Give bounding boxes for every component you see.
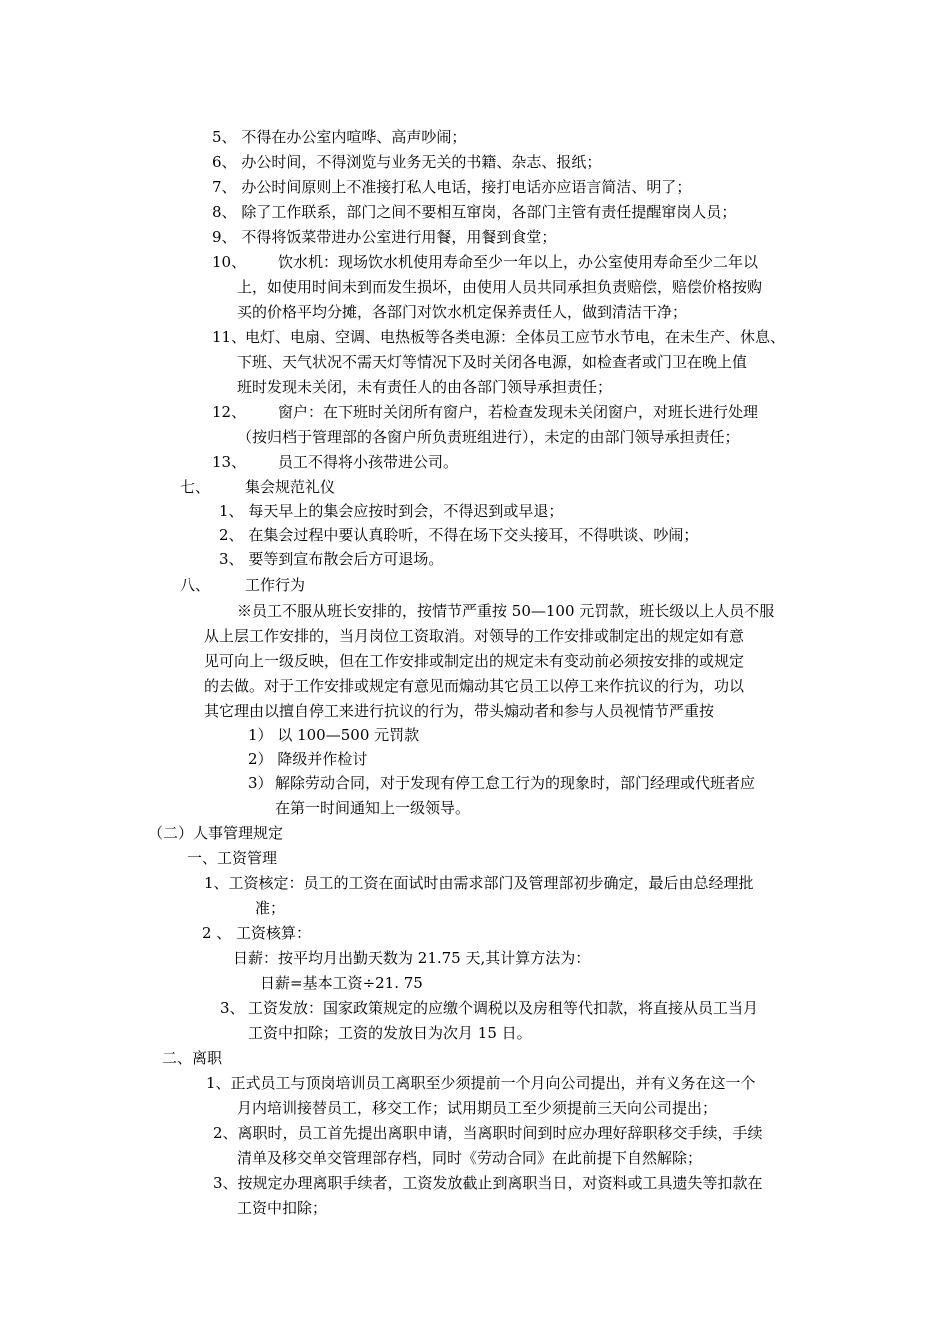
item-text: 不得在办公室内喧哗、高声吵闹； [241, 128, 467, 146]
item-number: 2 、 [202, 924, 232, 942]
item-number: 10、 [212, 253, 247, 271]
item-text: 工资核算： [236, 924, 312, 942]
item-text: 员工不得将小孩带进公司。 [278, 453, 459, 471]
list-item [212, 151, 601, 173]
item-text: 电灯、电扇、空调、电热板等各类电源：全体员工应节水节电，在未生产、休息、 [245, 328, 786, 346]
item-number: 5、 [212, 128, 237, 146]
item-number: 7、 [212, 178, 237, 196]
item-number: 11、 [212, 328, 247, 346]
section-heading: 集会规范礼仪 [245, 478, 336, 496]
paragraph-line: 的去做。对于工作安排或规定有意见而煽动其它员工以停工来作抗议的行为，功以 [204, 677, 745, 695]
list-item [212, 201, 736, 223]
item-number: 2） [248, 750, 273, 768]
item-text: 在第一时间通知上一级领导。 [275, 799, 471, 817]
paragraph-line: 见可向上一级反映，但在工作安排或制定出的规定未有变动前必须按安排的或规定 [204, 652, 745, 670]
list-item-text: 3、按规定办理离职手续者，工资发放截止到离职当日，对资料或工具遗失等扣款在 [213, 1174, 763, 1192]
formula: 日薪=基本工资÷21. 75 [260, 974, 423, 992]
list-item [219, 524, 698, 546]
paragraph-line: 日薪：按平均月出勤天数为 21.75 天,其计算方法为： [233, 949, 591, 967]
list-item [212, 226, 556, 248]
list-item [212, 126, 466, 148]
item-text: （按归档于管理部的各窗户所负责班组进行），未定的由部门领导承担责任； [237, 428, 740, 446]
list-item-text: 工资中扣除； [237, 1199, 328, 1217]
item-text: 班时发现未关闭，未有责任人的由各部门领导承担责任； [237, 378, 613, 396]
list-item-text: 2、离职时，员工首先提出离职申请，当离职时间到时应办理好辞职移交手续，手续 [213, 1124, 763, 1142]
item-number: 13、 [212, 453, 247, 471]
item-text: 窗户：在下班时关闭所有窗户，若检查发现未关闭窗户，对班长进行处理 [278, 403, 759, 421]
section-number: 七、 [180, 478, 211, 496]
item-text: 工资发放：国家政策规定的应缴个调税以及房租等代扣款，将直接从员工当月 [248, 999, 759, 1017]
item-number: 1） [248, 726, 273, 744]
paragraph-line: ※员工不服从班长安排的，按情节严重按 50—100 元罚款，班长级以上人员不服 [237, 602, 775, 620]
section-heading: 一、工资管理 [187, 849, 278, 867]
list-item [219, 548, 443, 570]
list-item-text: 清单及移交单交管理部存档，同时《劳动合同》在此前提下自然解除； [237, 1149, 703, 1167]
list-item-text: 准； [255, 899, 286, 917]
section-heading: 二、离职 [162, 1049, 223, 1067]
item-text: 办公时间，不得浏览与业务无关的书籍、杂志、报纸； [241, 153, 602, 171]
item-text: 除了工作联系，部门之间不要相互窜岗，各部门主管有责任提醒窜岗人员； [241, 203, 737, 221]
section-heading: 工作行为 [245, 576, 306, 594]
item-number: 12、 [212, 403, 247, 421]
section-number: 八、 [180, 576, 211, 594]
list-item [219, 500, 563, 522]
list-item [248, 748, 367, 770]
item-text: 每天早上的集会应按时到会，不得迟到或早退； [248, 502, 564, 520]
list-item-text: 1、正式员工与顶岗培训员工离职至少须提前一个月向公司提出，并有义务在这一个 [206, 1074, 756, 1092]
item-text: 办公时间原则上不准接打私人电话，接打电话亦应语言简洁、明了； [241, 178, 692, 196]
item-number: 3、 [220, 999, 245, 1017]
item-number: 9、 [212, 228, 237, 246]
item-text: 不得将饭菜带进办公室进行用餐，用餐到食堂； [241, 228, 557, 246]
item-text: 在集会过程中要认真聆听，不得在场下交头接耳，不得哄谈、吵闹； [248, 526, 699, 544]
item-number: 3） [248, 774, 273, 792]
item-text: 要等到宣布散会后方可退场。 [248, 550, 444, 568]
list-item [212, 176, 691, 198]
item-text: 解除劳动合同，对于发现有停工怠工行为的现象时，部门经理或代班者应 [275, 774, 756, 792]
item-text: 上，如使用时间未到而发生损坏，由使用人员共同承担负责赔偿，赔偿价格按购 [237, 278, 763, 296]
paragraph-line: 其它理由以擅自停工来进行抗议的行为，带头煽动者和参与人员视情节严重按 [204, 702, 715, 720]
list-item-text: 1、工资核定：员工的工资在面试时由需求部门及管理部初步确定，最后由总经理批 [204, 874, 754, 892]
item-text: 下班、天气状况不需天灯等情况下及时关闭各电源，如检查者或门卫在晚上值 [237, 353, 748, 371]
item-text: 以 100—500 元罚款 [277, 726, 420, 744]
item-number: 6、 [212, 153, 237, 171]
item-text: 降级并作检讨 [277, 750, 368, 768]
list-item [248, 724, 419, 746]
list-item-text: 月内培训接替员工，移交工作；试用期员工至少须提前三天向公司提出； [237, 1099, 718, 1117]
part-heading: （二）人事管理规定 [148, 824, 284, 842]
item-number: 3、 [219, 550, 244, 568]
paragraph-line: 从上层工作安排的，当月岗位工资取消。对领导的工作安排或制定出的规定如有意 [204, 627, 745, 645]
item-number: 8、 [212, 203, 237, 221]
item-text: 饮水机：现场饮水机使用寿命至少一年以上，办公室使用寿命至少二年以 [278, 253, 759, 271]
item-text: 买的价格平均分摊，各部门对饮水机定保养责任人，做到清洁干净； [237, 303, 688, 321]
item-text: 工资中扣除；工资的发放日为次月 15 日。 [248, 1024, 532, 1042]
item-number: 1、 [219, 502, 244, 520]
item-number: 2、 [219, 526, 244, 544]
